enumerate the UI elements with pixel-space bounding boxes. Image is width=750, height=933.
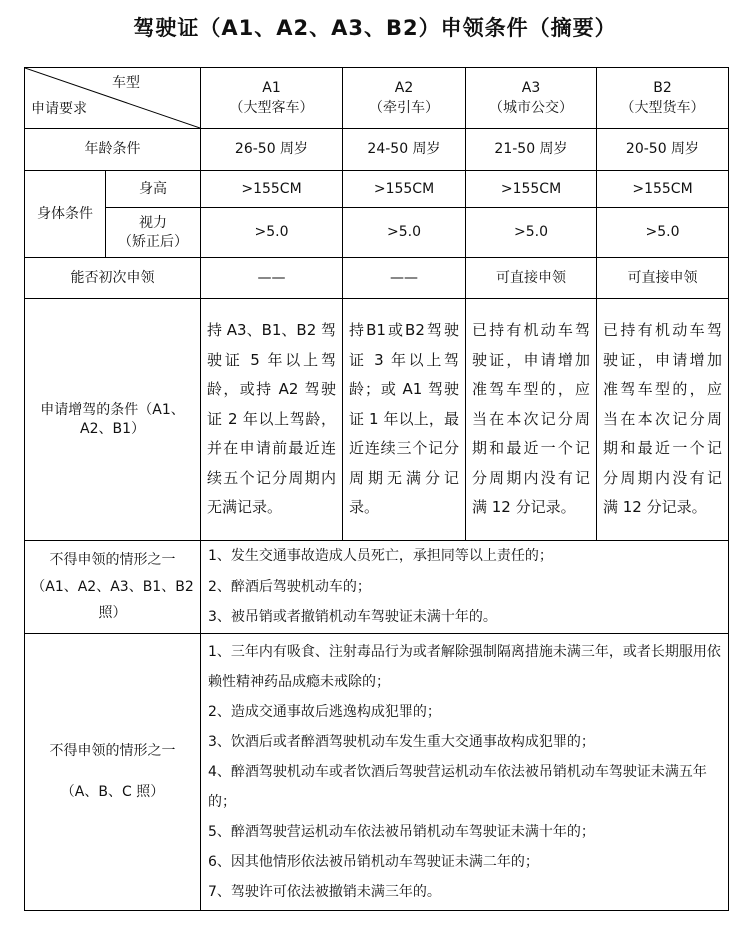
vision-value-a3: >5.0 <box>466 208 597 258</box>
forbid-row-2 <box>25 634 729 911</box>
list-item: 2、醉酒后驾驶机动车的； <box>208 578 371 595</box>
forbid-label-scope: （A1、A2、A3、B1、B2 照） <box>31 578 194 622</box>
upgrade-condition-a2: 持B1或B2驾驶证 3 年以上驾龄；或 A1 驾驶证 1 年以上，最近连续三个记分周期无满分记录。 <box>343 299 466 541</box>
column-header-a1 <box>201 68 343 129</box>
column-desc: （城市公交） <box>489 100 573 116</box>
list-item: 3、饮酒后或者醉酒驾驶机动车发生重大交通事故构成犯罪的； <box>208 734 595 750</box>
vision-label <box>106 208 201 258</box>
forbid-label-scope: （A、B、C 照） <box>60 784 165 800</box>
height-row <box>25 171 729 208</box>
column-code: A2 <box>394 79 414 96</box>
forbid-label-2 <box>25 634 201 911</box>
first-application-label: 能否初次申领 <box>25 258 201 299</box>
vision-value-a2: >5.0 <box>343 208 466 258</box>
column-header-b2 <box>597 68 729 129</box>
first-application-a2: —— <box>343 258 466 299</box>
corner-header-cell <box>25 68 201 129</box>
age-label: 年龄条件 <box>25 129 201 171</box>
column-code: A1 <box>262 79 281 96</box>
list-item: 1、三年内有吸食、注射毒品行为或者解除强制隔离措施未满三年，或者长期服用依赖性精神药品成瘾未戒除的； <box>208 644 721 690</box>
age-value-b2: 20-50 周岁 <box>597 129 729 171</box>
list-item: 2、造成交通事故后逃逸构成犯罪的； <box>208 704 441 720</box>
forbid-label-title: 不得申领的情形之一 <box>49 552 176 569</box>
forbid-list-1 <box>201 541 729 634</box>
upgrade-condition-a3: 已持有机动车驾驶证，申请增加准驾车型的，应当在本次记分周期和最近一个记分周期内没有记满 12 分记录。 <box>466 299 597 541</box>
column-desc: （大型货车） <box>620 100 705 116</box>
height-label: 身高 <box>106 171 201 208</box>
upgrade-condition-a1: 持 A3、B1、B2 驾驶证 5 年以上驾龄，或持 A2 驾驶证 2 年以上驾龄，并在申请前最近连续五个记分周期内无满记录。 <box>201 299 343 541</box>
document-title: 驾驶证（A1、A2、A3、B2）申领条件（摘要） <box>133 16 617 40</box>
age-value-a1: 26-50 周岁 <box>201 129 343 171</box>
first-application-a1: —— <box>201 258 343 299</box>
vision-value-b2: >5.0 <box>597 208 729 258</box>
age-value-a2: 24-50 周岁 <box>343 129 466 171</box>
vision-label-sub: （矫正后） <box>118 233 188 250</box>
height-value-a3: >155CM <box>466 171 597 208</box>
license-conditions-table <box>24 67 729 911</box>
age-row <box>25 129 729 171</box>
column-desc: （牵引车） <box>369 100 439 116</box>
column-header-a3 <box>466 68 597 129</box>
upgrade-row <box>25 299 729 541</box>
first-application-row <box>25 258 729 299</box>
forbid-label-title: 不得申领的情形之一 <box>49 743 176 760</box>
first-application-a3: 可直接申领 <box>466 258 597 299</box>
header-row <box>25 68 729 129</box>
vision-value-a1: >5.0 <box>201 208 343 258</box>
first-application-b2: 可直接申领 <box>597 258 729 299</box>
corner-label-requirements: 申请要求 <box>31 100 87 117</box>
column-code: B2 <box>653 79 672 96</box>
corner-label-vehicle-type: 车型 <box>112 75 140 91</box>
height-value-b2: >155CM <box>597 171 729 208</box>
upgrade-condition-b2: 已持有机动车驾驶证，申请增加准驾车型的，应当在本次记分周期和最近一个记分周期内没有记满 12 分记录。 <box>597 299 729 541</box>
age-value-a3: 21-50 周岁 <box>466 129 597 171</box>
column-code: A3 <box>521 79 541 96</box>
column-header-a2 <box>343 68 466 129</box>
vision-row <box>25 208 729 258</box>
list-item: 4、醉酒驾驶机动车或者饮酒后驾驶营运机动车依法被吊销机动车驾驶证未满五年的； <box>208 764 707 810</box>
forbid-label-1 <box>25 541 201 634</box>
upgrade-label: 申请增驾的条件（A1、A2、B1） <box>25 299 201 541</box>
list-item: 6、因其他情形依法被吊销机动车驾驶证未满二年的； <box>208 854 539 870</box>
list-item: 5、醉酒驾驶营运机动车依法被吊销机动车驾驶证未满十年的； <box>208 824 595 840</box>
column-desc: （大型客车） <box>229 100 314 116</box>
body-condition-label: 身体条件 <box>25 171 106 258</box>
forbid-list-2 <box>201 634 729 911</box>
list-item: 3、被吊销或者撤销机动车驾驶证未满十年的。 <box>208 609 497 626</box>
forbid-row-1 <box>25 541 729 634</box>
height-value-a1: >155CM <box>201 171 343 208</box>
height-value-a2: >155CM <box>343 171 466 208</box>
list-item: 7、驾驶许可依法被撤销未满三年的。 <box>208 884 441 900</box>
list-item: 1、发生交通事故造成人员死亡，承担同等以上责任的； <box>208 548 553 565</box>
vision-label-main: 视力 <box>139 215 167 232</box>
